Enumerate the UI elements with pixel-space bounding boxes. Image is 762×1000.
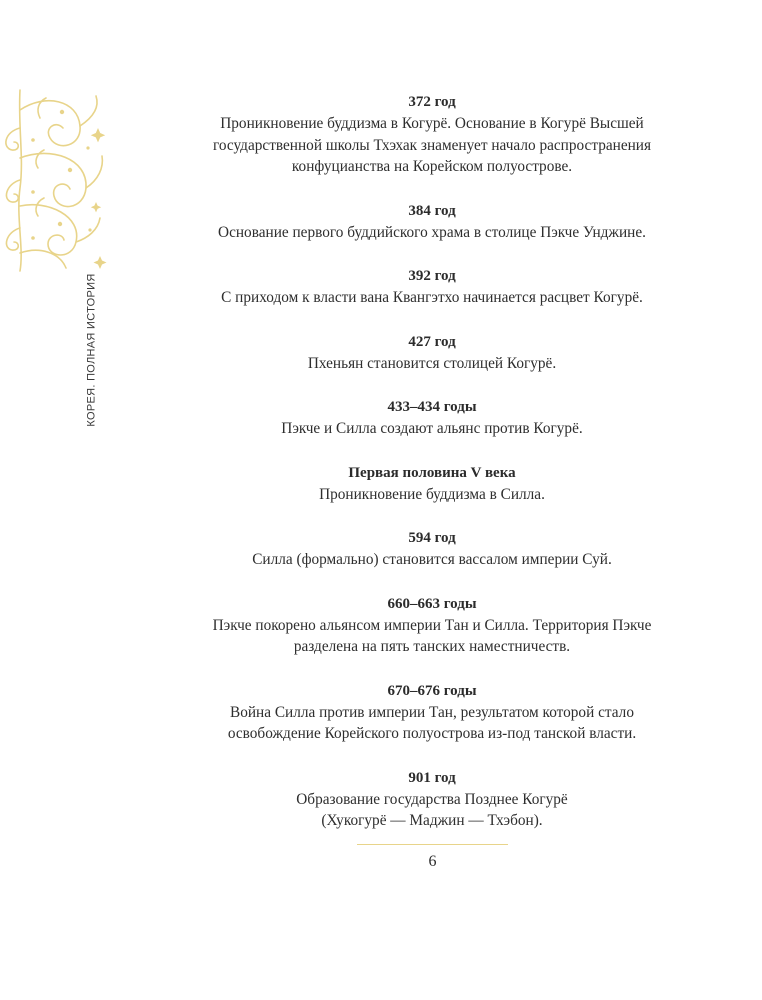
timeline-entry (170, 200, 694, 244)
timeline-entry (170, 462, 694, 506)
timeline-entry (170, 91, 694, 178)
entry-text-line: С приходом к власти вана Квангэтхо начинается расцвет Когурё. (221, 289, 643, 306)
timeline-entry (170, 767, 694, 832)
entry-text-line: Пхеньян становится столицей Когурё. (307, 354, 557, 372)
timeline-entry (170, 396, 694, 440)
entry-text-line: разделена на пять танских наместничеств. (293, 638, 571, 655)
decorative-ornament (0, 88, 110, 273)
entry-text-line: освобождение Корейского полуострова из-под танской власти. (227, 725, 637, 742)
entry-text-line: Основание первого буддийского храма в столице Пэкче Унджине. (218, 223, 646, 241)
entry-text-line: Силла (формально) становится вассалом империи Суй. (252, 551, 612, 568)
entry-year: 670–676 годы (387, 682, 477, 699)
entry-year: 372 год (408, 94, 456, 110)
entry-text-line: конфуцианства на Корейском полуострове. (291, 158, 573, 175)
entry-year: 901 год (408, 769, 456, 786)
entry-year: 392 год (408, 268, 456, 284)
running-head (82, 273, 102, 427)
timeline-entry (170, 680, 694, 745)
timeline-entry (170, 265, 694, 309)
entry-year: Первая половина V века (348, 464, 516, 481)
entry-text-line: Проникновение буддизма в Когурё. Основание в Когурё Высшей (220, 115, 644, 132)
entry-text-line: Пэкче и Силла создают альянс против Когурё. (281, 420, 583, 437)
entry-text-line: Проникновение буддизма в Силла. (319, 485, 545, 503)
timeline (170, 91, 694, 854)
entry-text-line: Пэкче покорено альянсом империи Тан и Силла. Территория Пэкче (212, 616, 652, 634)
timeline-entry (170, 593, 694, 658)
entry-year: 660–663 годы (387, 595, 477, 612)
timeline-entry (170, 331, 694, 375)
footer-divider (357, 844, 508, 845)
entry-text-line: государственной школы Тхэхак знаменует начало распространения (212, 136, 652, 154)
running-head-text: КОРЕЯ. ПОЛНАЯ ИСТОРИЯ (86, 273, 99, 427)
entry-text-line: Образование государства Позднее Когурё (296, 790, 568, 808)
entry-text-line: (Хукогурё — Маджин — Тхэбон). (321, 812, 543, 829)
page-number: 6 (428, 853, 437, 870)
entry-year: 384 год (408, 202, 456, 219)
entry-year: 433–434 годы (387, 399, 477, 415)
entry-year: 427 год (408, 333, 456, 350)
timeline-entry (170, 527, 694, 571)
entry-year: 594 год (408, 530, 456, 546)
entry-text-line: Война Силла против империи Тан, результатом которой стало (230, 703, 634, 721)
